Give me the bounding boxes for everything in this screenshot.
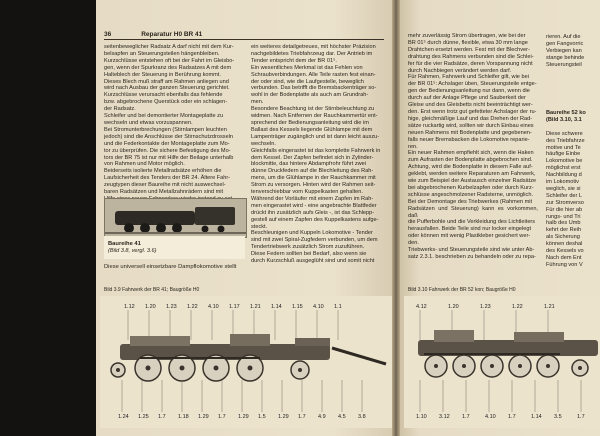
page-number: 36 — [104, 31, 112, 38]
text-line: durch auf der Anlage Pflege und Sauberkeit der — [408, 95, 526, 102]
text-line: Diese Federn sollten bei Bedarf, also wenn sie — [251, 251, 367, 258]
text-line: sind mit zwei Spiral-Zugfedern verbunden, um dem — [251, 237, 378, 244]
text-line: Halteblech der Steuerung in Berührung kommt. — [104, 71, 221, 78]
text-line: oder können mit wenig Plastkleber gesichert wer- — [408, 233, 531, 240]
text-line: halb des Umb — [546, 220, 581, 227]
text-line: motive und Te — [546, 144, 581, 151]
text-line: Tendertriebwerk zusätzlich Strom zuzuführen. — [251, 244, 365, 251]
text-line: durch Kurzschluß ausgeglüht sind und somit nicht — [251, 258, 375, 265]
text-line: baren Radsätzen und Metallzahnrädern sind mit — [104, 189, 224, 196]
dimension-label: 1.7 — [462, 414, 470, 420]
text-line: des Kessels vo — [546, 248, 584, 255]
text-line: geklebt, werden weitere Reparaturen am Fahrwerk, — [408, 171, 536, 178]
text-line: Kurzschlüsse verursacht ebenfalls das fehlende — [104, 92, 223, 99]
text-line: drückt ihn zusätzlich aufs Gleis -, ist das Schlepp- — [251, 209, 375, 216]
text-line: blockmitte, das hintere Abdampfrohr führt zwei — [251, 161, 367, 168]
text-line: tor zu überprüfen. Die sichere Befestigung des Mo- — [104, 147, 231, 154]
text-line: Lampenträger zugänglich und ist dann leicht auszu- — [251, 133, 380, 140]
chassis-diagram-right — [404, 296, 600, 428]
text-line: weglich, sie si — [546, 185, 581, 192]
dimension-label: 1.7 — [158, 414, 166, 420]
text-line: von Rahmen und Motor möglich. — [104, 161, 185, 168]
figure-caption-right: Bild 3.10 Fahrwerk der BR 52 kon; Baugröße H0 — [408, 287, 516, 293]
text-line: den. — [408, 240, 419, 247]
dimension-label: 1.7 — [218, 414, 226, 420]
dimension-label: 1.23 — [480, 304, 491, 310]
dimension-label: 1.29 — [278, 414, 289, 420]
text-line — [546, 75, 600, 82]
text-line: gen, wenn der Spurkranz des Radsatzes A mit dem — [104, 64, 232, 71]
text-line: Laufsicherheit des Tenders der BR 24. Ältere Fahr- — [104, 175, 231, 182]
text-line: Beiderseits isolierte Metallradsätze erhöhen die — [104, 168, 222, 175]
background-left — [0, 0, 96, 436]
dimension-label: 4.10 — [313, 304, 324, 310]
text-line: Gleise und des Gleisbetts nicht beeinträchtigt wer- — [408, 102, 533, 109]
text-line: können deshal — [546, 241, 583, 248]
photo-caption-subtitle: (Bild 3.8, vergl. 3.6) — [108, 248, 157, 254]
text-line: widmen. Nach Entfernen der Rauchkammertür ent- — [251, 113, 378, 120]
dimension-label: 1.5 — [258, 414, 266, 420]
text-line: Baureihe 52 ko — [546, 109, 586, 116]
right-page — [400, 0, 600, 436]
text-line: dünne Druckfedern auf die Blechleitung des Rah- — [251, 168, 374, 175]
text-line: im Lokomotiv — [546, 179, 579, 186]
dimension-label: 4.10 — [485, 414, 496, 420]
dimension-label: 1.23 — [166, 304, 177, 310]
text-line: wechseln. — [251, 140, 276, 147]
text-line: herausfallen. Beide Teile sind nur locker eingelegt — [408, 226, 532, 233]
dimension-label: 1.24 — [118, 414, 129, 420]
text-line: kehrt der Reih — [546, 227, 582, 234]
text-line: Für die hier ab — [546, 206, 583, 213]
left-page — [96, 0, 392, 436]
text-line — [546, 89, 600, 96]
text-line: steckt. — [251, 223, 268, 230]
dimension-label: 1.29 — [238, 414, 249, 420]
text-line: wohl in der Bodenplatte als auch am Grundrah- — [251, 92, 369, 99]
text-line — [546, 96, 600, 103]
text-line: falls neuer Bremsbacken die Lokomotive reparie- — [408, 136, 530, 143]
text-line: men. — [251, 99, 264, 106]
text-line: ein weiteres detailgetreues, mit höchster Präzision — [251, 44, 376, 50]
text-line: Triebwerks- und Steuerungsteile sind wie unter Ab- — [408, 247, 535, 254]
text-line: mehr zuverlässig Strom übertragen, wie bei der — [408, 33, 526, 39]
dimension-label: 1.12 — [124, 304, 135, 310]
text-line: nachgebildetes Triebfahrzeug dar. Der Antrieb im — [251, 50, 373, 57]
locomotive-photo — [104, 198, 247, 238]
text-column-right-clipped — [546, 34, 600, 269]
text-line: fer für die vier Radsätze, deren Vorspannung nicht — [408, 60, 533, 67]
text-line: BR 01⁵ durch dünne, flexible, etwa 30 mm lange — [408, 39, 528, 46]
book-gutter — [392, 0, 400, 436]
text-line: Ein wesentliches Merkmal ist das Fehlen von — [251, 64, 363, 71]
text-line: rieren. Auf die — [546, 34, 581, 40]
text-line: Nachbildung d — [546, 172, 582, 179]
dimension-label: 1.14 — [531, 414, 542, 420]
text-line: dem Kessel. Der Zapfen befindet sich in Zylinder- — [251, 154, 374, 161]
text-line: satz 2.3.1. beschrieben zu behandeln oder zu repa- — [408, 254, 536, 260]
text-column-b — [251, 44, 392, 276]
text-line: men eingerastet wird - eine angebrachte Blattfeder — [251, 202, 377, 209]
text-line: den. Erst wenn trotz gut gefetteter Achslager der ru- — [408, 108, 537, 115]
text-line: Kurzschlüsse entstehen oft bei der Fahrt im Gleisbo- — [104, 57, 235, 64]
text-line: Radsätzen und Steuerung) kann es vorkommen, daß — [408, 205, 538, 219]
text-line: Ballast des Kessels liegende Glühlampe mit dem — [251, 126, 373, 133]
text-line — [546, 124, 600, 131]
dimension-label: 1.15 — [292, 304, 303, 310]
running-title: Reparatur H0 BR 41 — [141, 31, 203, 38]
text-line: Dieses Blech muß straff am Rahmen anliegen und — [104, 78, 229, 85]
dimension-label: 1.18 — [178, 414, 189, 420]
text-line: Während der Vorläufer mit einem Zapfen im Rah- — [251, 195, 374, 202]
text-line: neuen Rahmens mit Bodenplatte und gegebenen- — [408, 129, 532, 136]
dimension-label: 1.7 — [577, 414, 585, 420]
text-line: der oder sind, wie die Laufgestelle, beweglich — [251, 78, 364, 85]
dimension-label: 1.25 — [138, 414, 149, 420]
photo-caption-title: Baureihe 41 — [108, 241, 141, 247]
text-line: Schleifer und bei demontierter Montageplatte zu — [104, 113, 224, 120]
text-line: stange behinde — [546, 54, 585, 61]
text-line: zur Stromverso — [546, 199, 584, 206]
text-line: gestell auf einem Zapfen des Kuppelkastens aufge- — [251, 216, 379, 223]
dimension-label: 1.1 — [334, 304, 342, 310]
dimension-label: 1.20 — [145, 304, 156, 310]
text-line: Lokomotive be — [546, 158, 583, 165]
text-line — [546, 103, 600, 110]
dimension-label: 1.14 — [271, 304, 282, 310]
text-line: Besondere Beachtung ist der Stirnbeleuchtung zu — [251, 106, 375, 113]
dimension-label: 1.7 — [298, 414, 306, 420]
text-line: sprechend der Bedienungsanleitung wird die im — [251, 119, 369, 126]
text-line: Achtung, wird die Bodenplatte in diesem Falle auf- — [408, 164, 533, 171]
text-line: durch Nachbiegen verändert werden darf. — [408, 67, 512, 74]
figure-caption: Bild 3.9 Fahrwerk der BR 41; Baugröße H0 — [104, 287, 200, 293]
text-line: Für Rahmen, Fahrwerk und Schleifer gilt, wie bei — [408, 74, 529, 81]
text-line: als Sicherung — [546, 234, 580, 241]
dimension-label: 1.10 — [416, 414, 427, 420]
text-line: bei abgebrochenen Kurbelzapfen oder durch Kurz- — [408, 184, 534, 191]
text-column-right — [408, 33, 538, 261]
text-line — [546, 69, 600, 76]
dimension-label: 1.29 — [198, 414, 209, 420]
text-line: mens, um die Glühlampe in der Rauchkammer mit — [251, 175, 376, 182]
text-line: Schraubverbindungen. Alle Teile rasten fest einan- — [251, 71, 376, 78]
text-line: Tender entspricht dem der BR 01⁵. — [251, 57, 337, 64]
text-line: zum Aufrasten der Bodenplatte abgebrochen sind. — [408, 157, 533, 164]
dimension-label: 1.22 — [187, 304, 198, 310]
text-line: jedoch) sind die Anschlüsse der Stirnschutzdrosseln — [104, 133, 234, 140]
dimension-label: 1.20 — [448, 304, 459, 310]
dimension-label: 3.12 — [439, 414, 450, 420]
text-line: wie zum Beispiel der Austausch einzelner Radsätze — [408, 178, 537, 185]
text-line: gen Fangvorric — [546, 40, 584, 47]
text-line: bzw. abgebrochene Querstück oder ein schlagen- — [104, 99, 228, 106]
dimension-label: 4.12 — [416, 304, 427, 310]
dimension-label: 4.5 — [338, 414, 346, 420]
dimension-label: 4.10 — [208, 304, 219, 310]
text-line: Bei Stromunterbrechungen (Stirnlampen leuchten — [104, 126, 227, 133]
text-line: wechseln und etwas vorzuspannen. — [104, 119, 193, 126]
chassis-diagram-left — [100, 296, 392, 428]
text-line: tenverschiebbar vom Kuppelkasten gehalten. — [251, 189, 363, 196]
text-line: Gleichfalls eingerastet ist das komplette Fahrwerk in — [251, 147, 381, 154]
text-line: hige, gleichmäßige Lauf und das Drehen der Rad- — [408, 115, 533, 122]
text-line: belsapfen an Steuerungsteilen hängenbleiben. — [104, 50, 220, 57]
dimension-label: 1.22 — [512, 304, 523, 310]
text-line: Verbiegen kan — [546, 47, 582, 54]
dimension-label: 1.21 — [250, 304, 261, 310]
text-line: häufige Einbe — [546, 151, 581, 158]
text-line: tors der BR 75 ist nur mit Hilfe der Beilage unterhalb — [104, 154, 234, 161]
text-line: Nach dem Ent — [546, 255, 582, 261]
running-header — [104, 31, 384, 40]
text-line: wird nach Ausbau der ganzen Steuerung gerichtet. — [104, 85, 230, 92]
dimension-label: 1.21 — [544, 304, 555, 310]
bottom-line-text: Diese universell einsetzbare Dampflokomotive stellt — [104, 264, 237, 270]
text-line: Steuerungsteil — [546, 61, 582, 68]
text-line: drahtung des Rahmens verbunden sind die Schlei- — [408, 53, 534, 60]
text-line: Diese schwere — [546, 130, 583, 137]
text-line: Führung von V — [546, 261, 583, 268]
text-line: und die Federkontakte der Montageplatte zum Mo- — [104, 140, 230, 147]
text-line: des Triebfahrze — [546, 137, 585, 144]
text-line: der Radsatz. — [104, 106, 136, 113]
text-line: gen der Bedienungsanleitung nur dann, wenn die — [408, 88, 530, 95]
dimension-label: 4.9 — [318, 414, 326, 420]
text-line: der BR 01⁵: Achslager üben, Steuerungsteile entge- — [408, 81, 537, 88]
text-line: ren. — [408, 143, 418, 150]
text-line: Ein neuer Rahmen empfiehlt sich, wenn die Haken — [408, 150, 534, 157]
text-line: seitenbeweglicher Radsatz A darf nicht mit dem Kur- — [104, 44, 234, 50]
text-line — [546, 82, 600, 89]
text-line: schlüsse angeschmolzener Radsterne, unmöglich. — [408, 191, 533, 198]
dimension-label: 3.8 — [358, 414, 366, 420]
text-line: Beschleunigen und Kuppeln Lokomotive - Tender — [251, 230, 373, 237]
text-line: Schleifer der L — [546, 192, 583, 199]
text-line: Drahtchen ersetzt werden. Fest mit der Blechver- — [408, 46, 530, 53]
text-line: die Pufferbohle und die Verkleidung des Lichtleiters — [408, 219, 536, 226]
text-line: (Bild 3.10, 3.1 — [546, 116, 582, 123]
photo-caption-box — [104, 236, 245, 259]
text-line: sätze ruckartig wird, sollten wir durch Einbau eines — [408, 122, 534, 129]
text-line: zeugtypen dieser Baureihe mit nicht auswechsel- — [104, 182, 226, 189]
text-line: Bei der Demontage des Triebwerkes (Rahmen mit — [408, 198, 533, 205]
dimension-label: 1.17 — [229, 304, 240, 310]
text-line: Strom zu versorgen. Hinten wird der Rahmen seit- — [251, 182, 376, 189]
text-line: möglichst erst — [546, 165, 581, 172]
dimension-label: 3.5 — [554, 414, 562, 420]
text-line: verbunden. Das betrifft die Bremsbackenträger so- — [251, 85, 377, 92]
dimension-label: 1.7 — [508, 414, 516, 420]
text-line: rungs- und Tri — [546, 213, 581, 220]
